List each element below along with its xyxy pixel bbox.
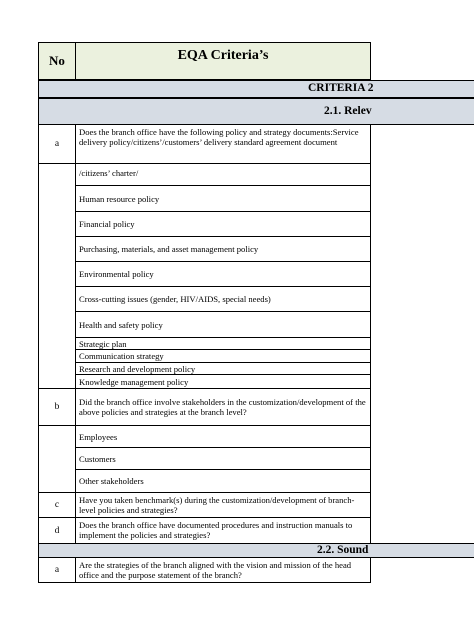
row-b-text: Did the branch office involve stakeholders in the customization/development of the above policies and strategies at the branch level? — [79, 397, 366, 417]
row-a-letter: a — [54, 139, 60, 149]
row-b-text-cell[interactable] — [75, 388, 371, 426]
policy-item[interactable] — [75, 311, 371, 338]
row-a2-text-cell[interactable] — [75, 557, 371, 583]
header-no-cell[interactable] — [38, 42, 76, 80]
stakeholder-item[interactable] — [75, 425, 371, 448]
header-criteria-cell[interactable] — [75, 42, 371, 80]
policy-item-label: Health and safety policy — [79, 319, 163, 330]
row-c-letter-cell[interactable] — [38, 492, 76, 518]
policy-item[interactable] — [75, 261, 371, 287]
policy-item[interactable] — [75, 374, 371, 389]
criteria-band[interactable] — [38, 80, 474, 98]
row-d-text: Does the branch office have documented procedures and instruction manuals to implement the policies and strategies? — [79, 520, 353, 540]
stakeholders-number-cell[interactable] — [38, 425, 76, 493]
row-c-letter: c — [54, 500, 60, 510]
header-criteria-label: EQA Criteria’s — [177, 48, 269, 63]
stakeholder-item-label: Customers — [79, 453, 116, 464]
policy-item-label: Purchasing, materials, and asset management policy — [79, 244, 259, 254]
row-b-letter: b — [54, 402, 60, 412]
row-a2-letter: a — [54, 565, 60, 575]
policy-item-label: /citizens’ charter/ — [79, 168, 139, 178]
stakeholder-item[interactable] — [75, 447, 371, 470]
row-d-letter-cell[interactable] — [38, 517, 76, 544]
row-a-text: Does the branch office have the following policy and strategy documents:Service delivery policy/citizens’/customers’ delivery standard agreement document — [79, 127, 359, 147]
policy-item-label: Cross-cutting issues (gender, HIV/AIDS, special needs) — [79, 294, 271, 304]
policy-item[interactable] — [75, 286, 371, 312]
policy-item[interactable] — [75, 236, 371, 262]
policy-item-label: Research and development policy — [79, 363, 196, 374]
section-2-1-label: 2.1. Relev — [324, 105, 372, 117]
section-2-1-band[interactable] — [38, 98, 474, 125]
row-a-text-cell[interactable] — [75, 124, 371, 164]
row-c-text-cell[interactable] — [75, 492, 371, 518]
row-c-text: Have you taken benchmark(s) during the customization/development of branch-level policies and strategies? — [79, 495, 355, 515]
row-d-text-cell[interactable] — [75, 517, 371, 544]
row-a2-letter-cell[interactable] — [38, 557, 76, 583]
row-a2-text: Are the strategies of the branch aligned with the vision and mission of the head office and the purpose statement of the branch? — [79, 560, 352, 580]
row-b-letter-cell[interactable] — [38, 388, 76, 426]
policies-number-cell[interactable] — [38, 163, 76, 389]
row-a-letter-cell[interactable] — [38, 124, 76, 164]
policy-item-label: Communication strategy — [79, 351, 164, 361]
header-no-label: No — [49, 53, 65, 68]
policy-item-label: Human resource policy — [79, 193, 160, 204]
policy-item[interactable] — [75, 349, 371, 363]
criteria-band-label: CRITERIA 2 — [308, 82, 374, 94]
policy-item[interactable] — [75, 163, 371, 186]
section-2-2-label: 2.2. Sound — [317, 544, 369, 556]
stakeholder-item-label: Employees — [79, 431, 118, 442]
row-d-letter: d — [54, 525, 60, 536]
policy-item-label: Financial policy — [79, 219, 135, 229]
policy-item-label: Strategic plan — [79, 338, 127, 349]
policy-item-label: Environmental policy — [79, 269, 154, 279]
policy-item[interactable] — [75, 211, 371, 237]
stakeholder-item[interactable] — [75, 469, 371, 493]
section-2-2-band[interactable] — [38, 543, 474, 558]
stakeholder-item-label: Other stakeholders — [79, 476, 144, 486]
policy-item[interactable] — [75, 185, 371, 212]
policy-item-label: Knowledge management policy — [79, 376, 189, 387]
